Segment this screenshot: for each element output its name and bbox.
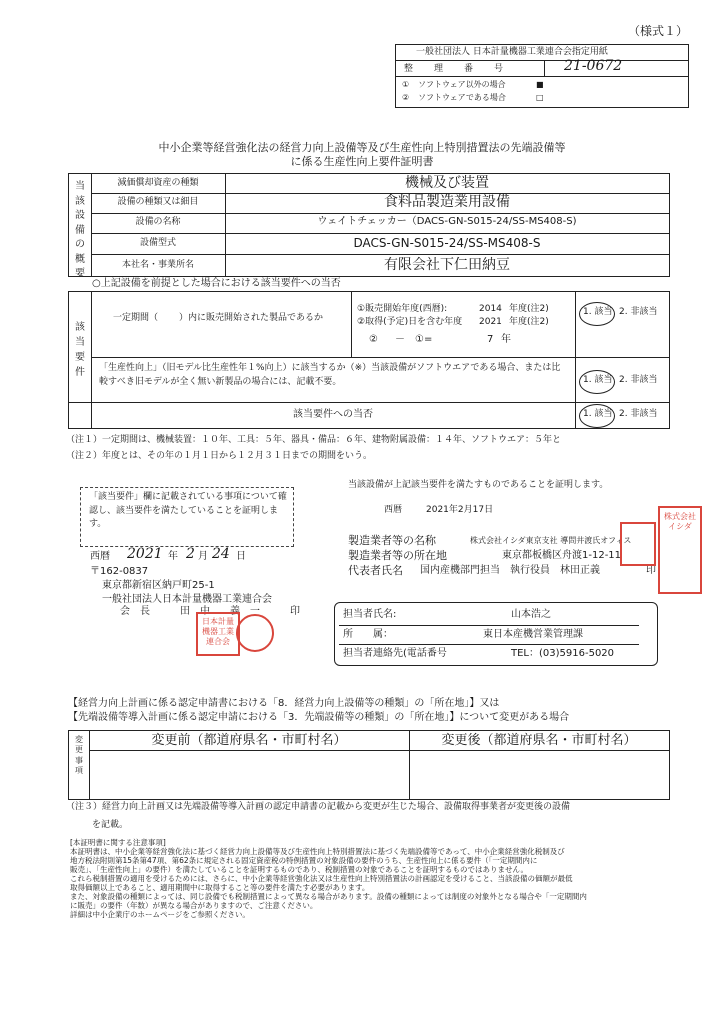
overview-value-5: 有限会社下仁田納豆 xyxy=(384,257,510,273)
note-2: （注２）年度とは、その年の１月１日から１２月３１日までの期間をいう。 xyxy=(66,451,373,461)
opt2-checkbox: □ xyxy=(536,93,544,102)
representative-seal-mark: 印 xyxy=(646,565,656,576)
left-date-year: 2021 xyxy=(127,546,163,562)
change-before-header: 変更前（都道府県名・市町村名） xyxy=(151,733,347,748)
left-cert-box xyxy=(80,487,294,547)
req1-calc-minus: － xyxy=(395,334,405,345)
maker-address-label: 製造業者等の所在地 xyxy=(348,549,447,562)
document-title-line2: に係る生産性向上要件証明書 xyxy=(290,155,434,168)
form-number: （様式１） xyxy=(628,24,689,38)
overview-table xyxy=(68,173,670,277)
right-date-label: 西暦 xyxy=(384,505,403,515)
req1-calc-c: ①= xyxy=(415,334,433,345)
req2-text: 「生産性向上」（旧モデル比生産性年１%向上）に該当するか（※）当該設備がソフトウエアである場合、または比較すべき旧モデルが全く無い新製品の場合には、記載不要。 xyxy=(99,363,561,387)
number-label: 整 理 番 号 xyxy=(404,64,505,74)
change-line-2: 【先端設備等導入計画に係る認定申請における「3．先端設備等の種類」の「所在地」】について変更がある場合 xyxy=(68,712,570,723)
maker-name-value: 株式会社イシダ東京支社 導問井渡氏オフィス xyxy=(470,536,632,545)
change-after-header: 変更後（都道府県名・市町村名） xyxy=(441,733,637,748)
opt2-num: ② xyxy=(402,93,410,102)
contact-dept-label: 所 属： xyxy=(343,629,393,640)
contact-person-label: 担当者氏名: xyxy=(343,609,397,620)
note-3-line2: を記載。 xyxy=(92,820,129,830)
req1-sales-note: 年度(注2) xyxy=(509,304,549,314)
contact-dept-value: 東日本産機営業管理課 xyxy=(483,629,583,640)
requirements-table xyxy=(68,291,670,429)
overview-label-3: 設備の名称 xyxy=(135,217,181,227)
opt2-label: ソフトウェアである場合 xyxy=(418,93,506,102)
req3-answer-yes: 1. 該当 xyxy=(583,409,613,419)
req1-acq-label: ②取得(予定)日を含む年度 xyxy=(357,317,463,327)
req3-text: 該当要件への当否 xyxy=(293,409,373,420)
contact-phone-value: TEL：(03)5916-5020 xyxy=(511,648,615,659)
overview-value-1: 機械及び装置 xyxy=(405,175,489,191)
left-date-day-unit: 日 xyxy=(236,551,246,562)
contact-person-value: 山本浩之 xyxy=(511,609,551,620)
req2-answer-no: 2. 非該当 xyxy=(619,375,658,385)
footer-notes xyxy=(70,838,672,919)
requirements-side-label: 該当要件 xyxy=(75,322,85,378)
req1-acq-note: 年度(注2) xyxy=(509,317,549,327)
left-seal-mark: 印 xyxy=(290,606,300,617)
change-side-label: 変更事項 xyxy=(75,735,83,776)
opt1-num: ① xyxy=(402,80,410,89)
representative-label: 代表者氏名 xyxy=(348,564,403,577)
left-president-name: 田 中 義 一 xyxy=(180,606,260,617)
association-seal-stamp: 日本計量機器工業連合会 xyxy=(196,612,240,656)
left-date-month: 2 xyxy=(186,546,195,562)
contact-box xyxy=(334,602,658,666)
footer-line-2: 地方税法附則第15条第47項、第62条に規定される固定資産税の特例措置の対象設備の要件のうち、生産性向上に係る要件（「一定期間内に xyxy=(70,856,538,865)
overview-value-2: 食料品製造業用設備 xyxy=(384,194,510,210)
footer-line-5: 取得価額以上であること、適用期間中に取得すること等の要件を満たす必要があります。 xyxy=(70,883,370,892)
left-president-label: 会 長 xyxy=(120,606,150,617)
footer-line-4: これら税制措置の適用を受けるためには、さらに、中小企業等経営強化法又は生産性向上特別措置法の計画認定を受けること、当該設備の価額が最低 xyxy=(70,874,573,883)
footer-line-3: 販売」、「生産性向上」の要件）を満たしていることを証明するものであり、税制措置の対象であることを証明するものではありません。 xyxy=(70,865,528,874)
overview-label-5: 本社名・事業所名 xyxy=(121,260,194,270)
req1-calc-value: 7 xyxy=(487,334,494,345)
req1-sales-label: ①販売開始年度(西暦): xyxy=(357,304,448,314)
right-date-value: 2021年2月17日 xyxy=(426,505,494,515)
req2-answer-yes: 1. 該当 xyxy=(583,375,613,385)
overview-value-3: ウェイトチェッカー（DACS-GN-S015-24/SS-MS408-S) xyxy=(317,216,577,227)
footer-line-8: 詳細は中小企業庁のホームページをご参照ください。 xyxy=(70,910,250,919)
overview-side-label: 当該設備の概要 xyxy=(75,181,85,279)
note-3-line1: （注３）経営力向上計画又は先端設備等導入計画の認定申請書の記載から変更が生じた場合、設備取得事業者が変更後の設備 xyxy=(66,802,571,812)
left-address: 東京都新宿区納戸町25-1 xyxy=(102,580,215,591)
req1-text-a: 一定期間（ xyxy=(113,313,159,323)
overview-label-4: 設備型式 xyxy=(139,238,176,248)
overview-label-2: 設備の種類又は細目 xyxy=(117,197,199,207)
overview-label-1: 減価償却資産の種類 xyxy=(117,178,199,188)
left-cert-text: 「該当要件」欄に記載されている事項について確認し、該当要件を満たしていることを証明します。 xyxy=(89,492,287,529)
req1-text-b: ）内に販売開始された製品であるか xyxy=(179,313,324,323)
req1-sales-year: 2014 xyxy=(479,304,502,314)
left-date-prefix: 西暦 xyxy=(90,551,110,562)
note-1: （注１）一定期間は、機械装置：１０年、工具：５年、器具・備品：６年、建物附属設備：１４年、ソフトウエア：５年と xyxy=(66,435,562,445)
footer-line-1: 本証明書は、中小企業等経営強化法に基づく経営力向上設備等及び生産性向上特別措置法に基づく先端設備等であって、中小企業経営強化税制及び xyxy=(70,847,565,856)
change-table xyxy=(68,730,670,800)
change-line-1: 【経営力向上計画に係る認定申請書における「8．経営力向上設備等の種類」の「所在地」】又は xyxy=(68,698,500,709)
cert-number-box xyxy=(395,44,689,108)
left-date-year-unit: 年 xyxy=(168,551,178,562)
footer-line-7: に販売」の要件（年数）が異なる場合がありますので、ご注意ください。 xyxy=(70,901,318,910)
left-postal: 〒162-0837 xyxy=(90,566,149,577)
footer-line-6: また、対象設備の種類によっては、同じ設備でも税制措置によって異なる場合があります。設備の種類によっては制度の対象外となる場合や「一定期間内 xyxy=(70,892,587,901)
document-title-line1: 中小企業等経営強化法の経営力向上設備等及び生産性向上特別措置法の先端設備等 xyxy=(158,141,566,154)
left-org: 一般社団法人日本計量機器工業連合会 xyxy=(102,594,272,605)
representative-seal xyxy=(620,522,656,566)
req1-answer-yes: 1. 該当 xyxy=(583,307,613,317)
req1-answer-no: 2. 非該当 xyxy=(619,307,658,317)
association-round-seal xyxy=(236,614,274,652)
company-seal-stamp: 株式会社イシダ xyxy=(658,506,702,594)
right-cert-text: 当該設備が上記該当要件を満たすものであることを証明します。 xyxy=(348,480,609,490)
requirement-intro: ○上記設備を前提とした場合における該当要件への当否 xyxy=(92,278,341,289)
maker-name-label: 製造業者等の名称 xyxy=(348,534,436,547)
contact-phone-label: 担当者連絡先(電話番号 xyxy=(343,648,447,659)
footer-title: [本証明書に関する注意事項] xyxy=(70,838,166,847)
req1-calc-unit: 年 xyxy=(501,334,511,345)
opt1-label: ソフトウェア以外の場合 xyxy=(418,80,506,89)
overview-value-4: DACS-GN-S015-24/SS-MS408-S xyxy=(353,236,541,250)
representative-value: 国内産機部門担当 執行役員 林田正義 xyxy=(420,565,600,576)
maker-address-value: 東京都板橋区舟渡1-12-11 xyxy=(502,550,622,561)
left-date-day: 24 xyxy=(212,546,230,562)
opt1-checkbox: ■ xyxy=(536,80,544,89)
number-value: 21-0672 xyxy=(564,58,623,74)
req1-calc-a: ② xyxy=(369,334,378,345)
left-date-month-unit: 月 xyxy=(198,551,208,562)
issuer-label: 一般社団法人 日本計量機器工業連合会指定用紙 xyxy=(416,47,608,57)
req3-answer-no: 2. 非該当 xyxy=(619,409,658,419)
req1-acq-year: 2021 xyxy=(479,317,502,327)
